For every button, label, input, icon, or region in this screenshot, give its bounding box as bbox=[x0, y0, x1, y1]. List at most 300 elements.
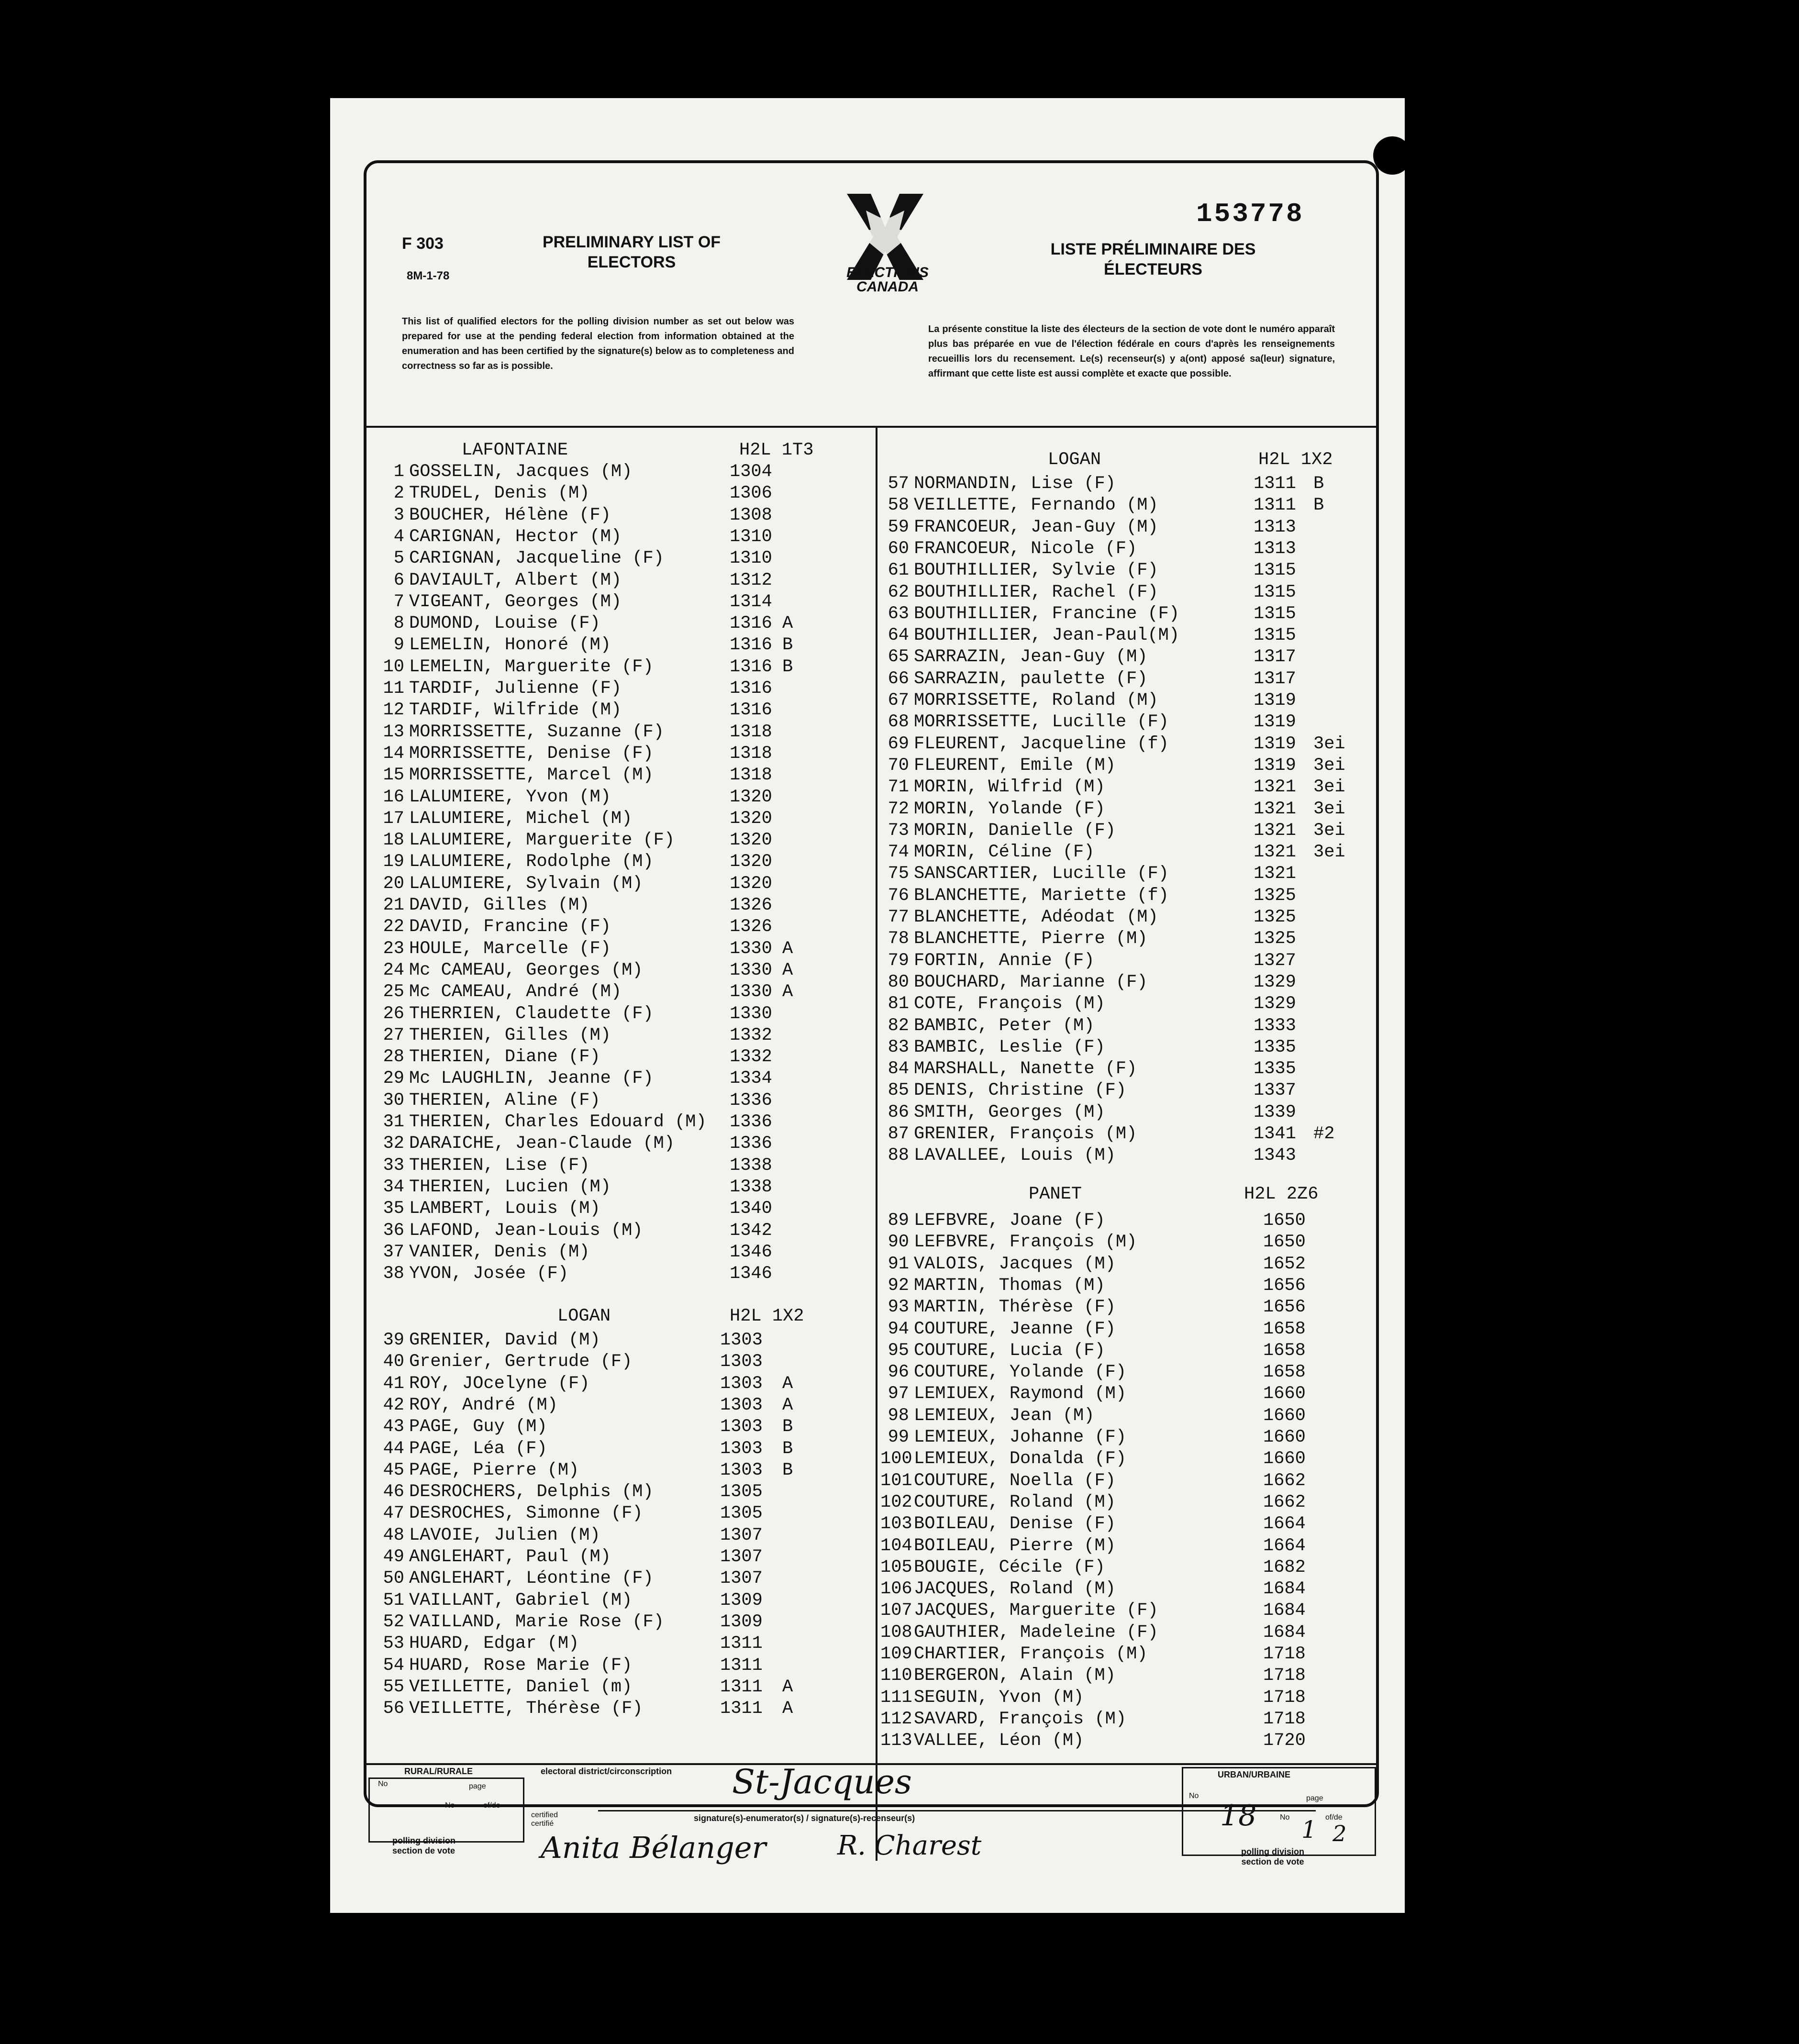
elector-name: LALUMIERE, Marguerite (F) bbox=[409, 830, 675, 851]
elector-name: BOUGIE, Cécile (F) bbox=[914, 1557, 1105, 1577]
urban-no-label: No bbox=[1280, 1813, 1290, 1822]
elector-number: 19 bbox=[383, 852, 404, 872]
elector-number: 98 bbox=[888, 1405, 909, 1426]
elector-number: 28 bbox=[383, 1047, 404, 1067]
elector-name: FLEURENT, Jacqueline (f) bbox=[914, 733, 1169, 754]
rural-no-label: No bbox=[378, 1780, 388, 1788]
elector-address: 1325 bbox=[1254, 907, 1296, 927]
elector-address: 1316 bbox=[730, 700, 772, 721]
elector-name: FRANCOEUR, Jean-Guy (M) bbox=[914, 517, 1158, 537]
elector-address: 1335 bbox=[1254, 1059, 1296, 1079]
elector-mark: A bbox=[782, 1373, 793, 1394]
elector-number: 21 bbox=[383, 895, 404, 915]
elector-address: 1305 bbox=[720, 1503, 763, 1524]
elector-address: 1335 bbox=[1254, 1037, 1296, 1057]
elector-number: 8 bbox=[393, 613, 404, 634]
election-form-sheet bbox=[330, 98, 1405, 1913]
elector-address: 1336 bbox=[730, 1112, 772, 1132]
elector-name: BLANCHETTE, Adéodat (M) bbox=[914, 907, 1158, 927]
elector-address: 1303 bbox=[720, 1417, 763, 1437]
form-date: 8M-1-78 bbox=[407, 269, 450, 282]
elector-name: FLEURENT, Emile (M) bbox=[914, 755, 1116, 776]
elector-number: 41 bbox=[383, 1373, 404, 1394]
elector-mark: A bbox=[782, 938, 793, 959]
elector-address: 1313 bbox=[1254, 538, 1296, 559]
elector-name: BOUTHILLIER, Francine (F) bbox=[914, 603, 1180, 624]
certified-label: certified certifié bbox=[531, 1811, 558, 1828]
elector-number: 107 bbox=[880, 1600, 912, 1621]
elector-mark: 3ei bbox=[1313, 733, 1345, 754]
elector-address: 1313 bbox=[1254, 517, 1296, 537]
elector-name: LAFOND, Jean-Louis (M) bbox=[409, 1220, 643, 1241]
elector-address: 1334 bbox=[730, 1068, 772, 1089]
elector-name: MORIN, Céline (F) bbox=[914, 842, 1095, 863]
elector-name: Grenier, Gertrude (F) bbox=[409, 1352, 633, 1372]
elector-name: THERRIEN, Claudette (F) bbox=[409, 1003, 654, 1024]
elector-address: 1329 bbox=[1254, 972, 1296, 992]
elector-number: 63 bbox=[888, 603, 909, 624]
elector-name: LEFBVRE, François (M) bbox=[914, 1232, 1137, 1253]
elector-name: PAGE, Léa (F) bbox=[409, 1438, 547, 1459]
elector-address: 1314 bbox=[730, 591, 772, 612]
elector-number: 1 bbox=[393, 462, 404, 482]
elector-address: 1346 bbox=[730, 1242, 772, 1262]
elector-number: 62 bbox=[888, 582, 909, 602]
elector-address: 1650 bbox=[1263, 1232, 1306, 1253]
elector-name: BOUCHARD, Marianne (F) bbox=[914, 972, 1148, 992]
elector-name: LALUMIERE, Yvon (M) bbox=[409, 787, 611, 807]
elector-name: TARDIF, Wilfride (M) bbox=[409, 700, 622, 721]
elector-number: 49 bbox=[383, 1547, 404, 1567]
elector-mark: 3ei bbox=[1313, 755, 1345, 776]
elector-name: BOUTHILLIER, Rachel (F) bbox=[914, 582, 1158, 602]
elector-number: 53 bbox=[383, 1633, 404, 1654]
elector-address: 1684 bbox=[1263, 1579, 1306, 1600]
elector-address: 1315 bbox=[1254, 603, 1296, 624]
elector-number: 78 bbox=[888, 929, 909, 949]
elector-number: 104 bbox=[880, 1535, 912, 1556]
elector-address: 1320 bbox=[730, 787, 772, 807]
form-number: F 303 bbox=[402, 234, 444, 253]
elector-name: CARIGNAN, Jacqueline (F) bbox=[409, 548, 664, 569]
elector-name: LEMELIN, Honoré (M) bbox=[409, 635, 611, 655]
elector-name: LEMIUEX, Raymond (M) bbox=[914, 1384, 1127, 1404]
elector-address: 1658 bbox=[1263, 1319, 1306, 1339]
elector-number: 54 bbox=[383, 1655, 404, 1676]
elector-name: JACQUES, Roland (M) bbox=[914, 1579, 1116, 1600]
elector-name: HOULE, Marcelle (F) bbox=[409, 938, 611, 959]
elector-address: 1662 bbox=[1263, 1470, 1306, 1491]
elector-number: 46 bbox=[383, 1482, 404, 1502]
title-english: PRELIMINARY LIST OF ELECTORS bbox=[542, 233, 721, 271]
elector-number: 97 bbox=[888, 1384, 909, 1404]
urban-polling-division-label: polling division section de vote bbox=[1241, 1847, 1304, 1866]
elector-address: 1317 bbox=[1254, 647, 1296, 667]
elector-address: 1660 bbox=[1263, 1405, 1306, 1426]
elector-name: MARTIN, Thérèse (F) bbox=[914, 1297, 1116, 1318]
elector-name: MARSHALL, Nanette (F) bbox=[914, 1059, 1137, 1079]
elector-name: GRENIER, David (M) bbox=[409, 1330, 600, 1350]
elector-name: FRANCOEUR, Nicole (F) bbox=[914, 538, 1137, 559]
elector-address: 1652 bbox=[1263, 1254, 1306, 1274]
elector-address: 1317 bbox=[1254, 668, 1296, 689]
street-header: LOGAN bbox=[557, 1306, 611, 1326]
elector-number: 38 bbox=[383, 1264, 404, 1284]
elector-address: 1309 bbox=[720, 1611, 763, 1632]
elector-address: 1338 bbox=[730, 1177, 772, 1197]
elector-number: 25 bbox=[383, 982, 404, 1002]
elector-name: MORIN, Yolande (F) bbox=[914, 799, 1105, 819]
elector-address: 1315 bbox=[1254, 625, 1296, 646]
elector-address: 1306 bbox=[730, 483, 772, 504]
elector-address: 1315 bbox=[1254, 582, 1296, 602]
elector-name: BOUCHER, Hélène (F) bbox=[409, 505, 611, 525]
elector-name: BAMBIC, Leslie (F) bbox=[914, 1037, 1105, 1057]
elector-mark: B bbox=[782, 656, 793, 677]
elector-mark: 3ei bbox=[1313, 777, 1345, 798]
elector-mark: 3ei bbox=[1313, 842, 1345, 863]
elector-number: 26 bbox=[383, 1003, 404, 1024]
elector-address: 1337 bbox=[1254, 1080, 1296, 1101]
elector-address: 1342 bbox=[730, 1220, 772, 1241]
elector-name: DESROCHES, Simonne (F) bbox=[409, 1503, 643, 1524]
elector-name: LEMELIN, Marguerite (F) bbox=[409, 656, 654, 677]
elector-name: DENIS, Christine (F) bbox=[914, 1080, 1127, 1101]
elector-mark: A bbox=[782, 1677, 793, 1697]
elector-name: Mc CAMEAU, Georges (M) bbox=[409, 960, 643, 980]
elector-number: 87 bbox=[888, 1124, 909, 1144]
elector-address: 1664 bbox=[1263, 1514, 1306, 1534]
elector-number: 79 bbox=[888, 950, 909, 971]
elector-address: 1316 bbox=[730, 678, 772, 699]
rural-box bbox=[368, 1777, 524, 1843]
elector-number: 109 bbox=[880, 1644, 912, 1664]
elector-number: 33 bbox=[383, 1155, 404, 1176]
elector-name: THERIEN, Lucien (M) bbox=[409, 1177, 611, 1197]
elector-address: 1336 bbox=[730, 1133, 772, 1154]
elector-number: 5 bbox=[393, 548, 404, 569]
elector-name: MORRISSETTE, Lucille (F) bbox=[914, 712, 1169, 733]
elector-address: 1321 bbox=[1254, 777, 1296, 798]
elector-name: MORRISSETTE, Marcel (M) bbox=[409, 765, 654, 786]
elector-number: 12 bbox=[383, 700, 404, 721]
elector-address: 1320 bbox=[730, 852, 772, 872]
elector-number: 36 bbox=[383, 1220, 404, 1241]
elector-address: 1656 bbox=[1263, 1275, 1306, 1296]
elector-address: 1332 bbox=[730, 1025, 772, 1045]
street-header: LOGAN bbox=[1048, 450, 1101, 470]
elector-name: SARRAZIN, paulette (F) bbox=[914, 668, 1148, 689]
elector-name: COUTURE, Roland (M) bbox=[914, 1492, 1116, 1512]
elector-address: 1311 bbox=[720, 1655, 763, 1676]
of-label: of/de bbox=[483, 1801, 500, 1810]
elector-name: LEMIEUX, Jean (M) bbox=[914, 1405, 1095, 1426]
elector-number: 73 bbox=[888, 820, 909, 841]
elector-name: FORTIN, Annie (F) bbox=[914, 950, 1095, 971]
elector-address: 1303 bbox=[720, 1460, 763, 1480]
district-handwritten: St-Jacques bbox=[732, 1762, 912, 1801]
elector-name: VIGEANT, Georges (M) bbox=[409, 591, 622, 612]
elector-number: 90 bbox=[888, 1232, 909, 1253]
elector-address: 1326 bbox=[730, 917, 772, 937]
elector-number: 13 bbox=[383, 722, 404, 742]
elector-address: 1311 bbox=[720, 1633, 763, 1654]
rural-label: RURAL/RURALE bbox=[404, 1766, 473, 1776]
elector-name: LAMBERT, Louis (M) bbox=[409, 1199, 600, 1219]
elector-name: SMITH, Georges (M) bbox=[914, 1102, 1105, 1122]
elector-address: 1329 bbox=[1254, 994, 1296, 1014]
elector-name: BAMBIC, Peter (M) bbox=[914, 1015, 1095, 1036]
page-label: page bbox=[469, 1782, 486, 1790]
elector-address: 1320 bbox=[730, 873, 772, 894]
elector-number: 31 bbox=[383, 1112, 404, 1132]
elector-name: DARAICHE, Jean-Claude (M) bbox=[409, 1133, 675, 1154]
elector-name: THERIEN, Aline (F) bbox=[409, 1090, 600, 1111]
elector-address: 1330 bbox=[730, 938, 772, 959]
elector-address: 1660 bbox=[1263, 1384, 1306, 1404]
elector-name: VAILLAND, Marie Rose (F) bbox=[409, 1611, 664, 1632]
elector-mark: B bbox=[1313, 474, 1324, 494]
elector-number: 83 bbox=[888, 1037, 909, 1057]
elector-mark: A bbox=[782, 960, 793, 980]
elector-address: 1307 bbox=[720, 1525, 763, 1545]
elector-number: 81 bbox=[888, 994, 909, 1014]
elector-address: 1346 bbox=[730, 1264, 772, 1284]
elector-address: 1305 bbox=[720, 1482, 763, 1502]
elector-number: 24 bbox=[383, 960, 404, 980]
elector-mark: A bbox=[782, 1395, 793, 1415]
elector-number: 2 bbox=[393, 483, 404, 504]
elector-number: 77 bbox=[888, 907, 909, 927]
elector-address: 1325 bbox=[1254, 929, 1296, 949]
elector-name: LEMIEUX, Johanne (F) bbox=[914, 1427, 1127, 1447]
elector-number: 10 bbox=[383, 656, 404, 677]
elector-address: 1319 bbox=[1254, 755, 1296, 776]
elector-number: 65 bbox=[888, 647, 909, 667]
elector-address: 1660 bbox=[1263, 1449, 1306, 1469]
intro-french: La présente constitue la liste des électeurs de la section de vote dont le numéro apparaît plus bas préparée en vue de l'élection fédérale en cours d'après les renseignements recueillis lors du recensement. Le(s) recenseur(s) y a(ont) apposé sa(leur) signature, affirmant que cette liste est aussi complète et exacte que possible. bbox=[928, 324, 1335, 379]
elector-address: 1319 bbox=[1254, 733, 1296, 754]
elector-number: 64 bbox=[888, 625, 909, 646]
elector-address: 1319 bbox=[1254, 690, 1296, 711]
elector-mark: B bbox=[782, 1417, 793, 1437]
elector-address: 1311 bbox=[720, 1699, 763, 1719]
elector-name: THERIEN, Gilles (M) bbox=[409, 1025, 611, 1045]
elector-number: 94 bbox=[888, 1319, 909, 1339]
enumerator-signature-2: R. Charest bbox=[837, 1830, 982, 1861]
elector-address: 1320 bbox=[730, 830, 772, 851]
elector-name: Mc LAUGHLIN, Jeanne (F) bbox=[409, 1068, 654, 1089]
elector-mark: 3ei bbox=[1313, 799, 1345, 819]
elector-address: 1303 bbox=[720, 1395, 763, 1415]
elector-address: 1304 bbox=[730, 462, 772, 482]
elector-number: 39 bbox=[383, 1330, 404, 1350]
elector-number: 110 bbox=[880, 1666, 912, 1686]
elector-name: YVON, Josée (F) bbox=[409, 1264, 569, 1284]
postal-code: H2L 2Z6 bbox=[1244, 1184, 1319, 1204]
elector-number: 59 bbox=[888, 517, 909, 537]
elector-address: 1682 bbox=[1263, 1557, 1306, 1577]
elector-name: HUARD, Edgar (M) bbox=[409, 1633, 579, 1654]
urban-no-label: No bbox=[1189, 1792, 1199, 1800]
elector-address: 1316 bbox=[730, 656, 772, 677]
electoral-district-label: electoral district/circonscription bbox=[541, 1766, 672, 1776]
elector-name: ROY, JOcelyne (F) bbox=[409, 1373, 590, 1394]
elector-name: SANSCARTIER, Lucille (F) bbox=[914, 864, 1169, 884]
elector-number: 75 bbox=[888, 864, 909, 884]
elector-number: 68 bbox=[888, 712, 909, 733]
elector-address: 1321 bbox=[1254, 820, 1296, 841]
elector-number: 69 bbox=[888, 733, 909, 754]
elector-address: 1330 bbox=[730, 960, 772, 980]
elector-name: SAVARD, François (M) bbox=[914, 1709, 1127, 1729]
elector-mark: 3ei bbox=[1313, 820, 1345, 841]
elector-number: 45 bbox=[383, 1460, 404, 1480]
elector-address: 1658 bbox=[1263, 1362, 1306, 1383]
elector-number: 106 bbox=[880, 1579, 912, 1600]
elector-name: SEGUIN, Yvon (M) bbox=[914, 1687, 1084, 1708]
elector-address: 1319 bbox=[1254, 712, 1296, 733]
elector-address: 1343 bbox=[1254, 1145, 1296, 1166]
elector-number: 15 bbox=[383, 765, 404, 786]
elector-address: 1718 bbox=[1263, 1666, 1306, 1686]
elector-name: BERGERON, Alain (M) bbox=[914, 1666, 1116, 1686]
urban-box bbox=[1182, 1767, 1376, 1856]
polling-division-label: polling division section de vote bbox=[392, 1836, 455, 1855]
elector-address: 1656 bbox=[1263, 1297, 1306, 1318]
elector-name: LAVALLEE, Louis (M) bbox=[914, 1145, 1116, 1166]
street-header: LAFONTAINE bbox=[462, 440, 568, 460]
elector-number: 44 bbox=[383, 1438, 404, 1459]
elector-address: 1303 bbox=[720, 1352, 763, 1372]
elector-number: 17 bbox=[383, 808, 404, 829]
elector-address: 1658 bbox=[1263, 1340, 1306, 1361]
elector-name: VEILLETTE, Daniel (m) bbox=[409, 1677, 633, 1697]
elector-address: 1650 bbox=[1263, 1211, 1306, 1231]
urban-number: 18 bbox=[1220, 1799, 1257, 1833]
elector-number: 92 bbox=[888, 1275, 909, 1296]
urban-page: 1 bbox=[1301, 1816, 1317, 1844]
elector-address: 1662 bbox=[1263, 1492, 1306, 1512]
elector-number: 6 bbox=[393, 570, 404, 590]
elector-name: BOILEAU, Pierre (M) bbox=[914, 1535, 1116, 1556]
elector-mark: B bbox=[782, 1460, 793, 1480]
elector-number: 67 bbox=[888, 690, 909, 711]
elector-address: 1660 bbox=[1263, 1427, 1306, 1447]
elector-name: DESROCHERS, Delphis (M) bbox=[409, 1482, 654, 1502]
elector-number: 80 bbox=[888, 972, 909, 992]
elector-number: 60 bbox=[888, 538, 909, 559]
elector-number: 7 bbox=[393, 591, 404, 612]
elector-address: 1311 bbox=[1254, 474, 1296, 494]
elector-number: 111 bbox=[880, 1687, 912, 1708]
elector-number: 103 bbox=[880, 1514, 912, 1534]
elector-address: 1341 bbox=[1254, 1124, 1296, 1144]
elector-address: 1311 bbox=[1254, 495, 1296, 516]
elector-name: SARRAZIN, Jean-Guy (M) bbox=[914, 647, 1148, 667]
elector-number: 72 bbox=[888, 799, 909, 819]
elector-mark: B bbox=[1313, 495, 1324, 516]
elector-address: 1318 bbox=[730, 743, 772, 764]
elector-number: 32 bbox=[383, 1133, 404, 1154]
elector-number: 47 bbox=[383, 1503, 404, 1524]
elector-name: LALUMIERE, Rodolphe (M) bbox=[409, 852, 654, 872]
elector-address: 1340 bbox=[730, 1199, 772, 1219]
elector-name: DAVID, Gilles (M) bbox=[409, 895, 590, 915]
elector-name: JACQUES, Marguerite (F) bbox=[914, 1600, 1158, 1621]
elector-name: DAVIAULT, Albert (M) bbox=[409, 570, 622, 590]
elector-number: 85 bbox=[888, 1080, 909, 1101]
elector-address: 1310 bbox=[730, 526, 772, 547]
elector-name: PAGE, Pierre (M) bbox=[409, 1460, 579, 1480]
elector-number: 58 bbox=[888, 495, 909, 516]
elector-name: THERIEN, Charles Edouard (M) bbox=[409, 1112, 707, 1132]
elector-address: 1664 bbox=[1263, 1535, 1306, 1556]
elector-address: 1326 bbox=[730, 895, 772, 915]
elector-number: 42 bbox=[383, 1395, 404, 1415]
elector-number: 50 bbox=[383, 1568, 404, 1589]
logo-text: ELECTIONS CANADA bbox=[846, 265, 929, 295]
elector-number: 43 bbox=[383, 1417, 404, 1437]
elector-name: VEILLETTE, Fernando (M) bbox=[914, 495, 1158, 516]
elector-address: 1321 bbox=[1254, 864, 1296, 884]
elector-name: THERIEN, Diane (F) bbox=[409, 1047, 600, 1067]
urban-page-label: page bbox=[1306, 1794, 1323, 1802]
elector-name: LALUMIERE, Sylvain (M) bbox=[409, 873, 643, 894]
elector-address: 1718 bbox=[1263, 1687, 1306, 1708]
elector-number: 71 bbox=[888, 777, 909, 798]
elector-name: MORRISSETTE, Roland (M) bbox=[914, 690, 1158, 711]
elector-mark: A bbox=[782, 982, 793, 1002]
elector-address: 1339 bbox=[1254, 1102, 1296, 1122]
postal-code: H2L 1T3 bbox=[739, 440, 814, 460]
elector-name: VEILLETTE, Thérèse (F) bbox=[409, 1699, 643, 1719]
elector-name: GAUTHIER, Madeleine (F) bbox=[914, 1622, 1158, 1643]
elector-number: 57 bbox=[888, 474, 909, 494]
elector-name: MORRISSETTE, Denise (F) bbox=[409, 743, 654, 764]
elector-name: LAVOIE, Julien (M) bbox=[409, 1525, 600, 1545]
elector-address: 1303 bbox=[720, 1438, 763, 1459]
enumerator-signature-1: Anita Bélanger bbox=[541, 1830, 766, 1865]
elector-name: HUARD, Rose Marie (F) bbox=[409, 1655, 633, 1676]
elector-address: 1316 bbox=[730, 635, 772, 655]
postal-code: H2L 1X2 bbox=[1258, 450, 1333, 470]
elector-number: 84 bbox=[888, 1059, 909, 1079]
elector-number: 74 bbox=[888, 842, 909, 863]
elector-number: 86 bbox=[888, 1102, 909, 1122]
elector-name: Mc CAMEAU, André (M) bbox=[409, 982, 622, 1002]
urban-label: URBAN/URBAINE bbox=[1218, 1770, 1290, 1779]
elector-address: 1718 bbox=[1263, 1644, 1306, 1664]
elector-number: 30 bbox=[383, 1090, 404, 1111]
elector-mark: #2 bbox=[1313, 1124, 1335, 1144]
elector-number: 48 bbox=[383, 1525, 404, 1545]
elector-address: 1330 bbox=[730, 1003, 772, 1024]
title-french: LISTE PRÉLIMINAIRE DES ÉLECTEURS bbox=[1050, 240, 1256, 278]
elector-number: 108 bbox=[880, 1622, 912, 1643]
elector-name: COUTURE, Jeanne (F) bbox=[914, 1319, 1116, 1339]
elector-number: 37 bbox=[383, 1242, 404, 1262]
elector-address: 1332 bbox=[730, 1047, 772, 1067]
elector-name: LEMIEUX, Donalda (F) bbox=[914, 1449, 1127, 1469]
elector-number: 18 bbox=[383, 830, 404, 851]
elector-address: 1330 bbox=[730, 982, 772, 1002]
elector-name: TRUDEL, Denis (M) bbox=[409, 483, 590, 504]
elector-address: 1720 bbox=[1263, 1731, 1306, 1751]
elector-address: 1318 bbox=[730, 722, 772, 742]
elector-number: 22 bbox=[383, 917, 404, 937]
elector-number: 105 bbox=[880, 1557, 912, 1577]
